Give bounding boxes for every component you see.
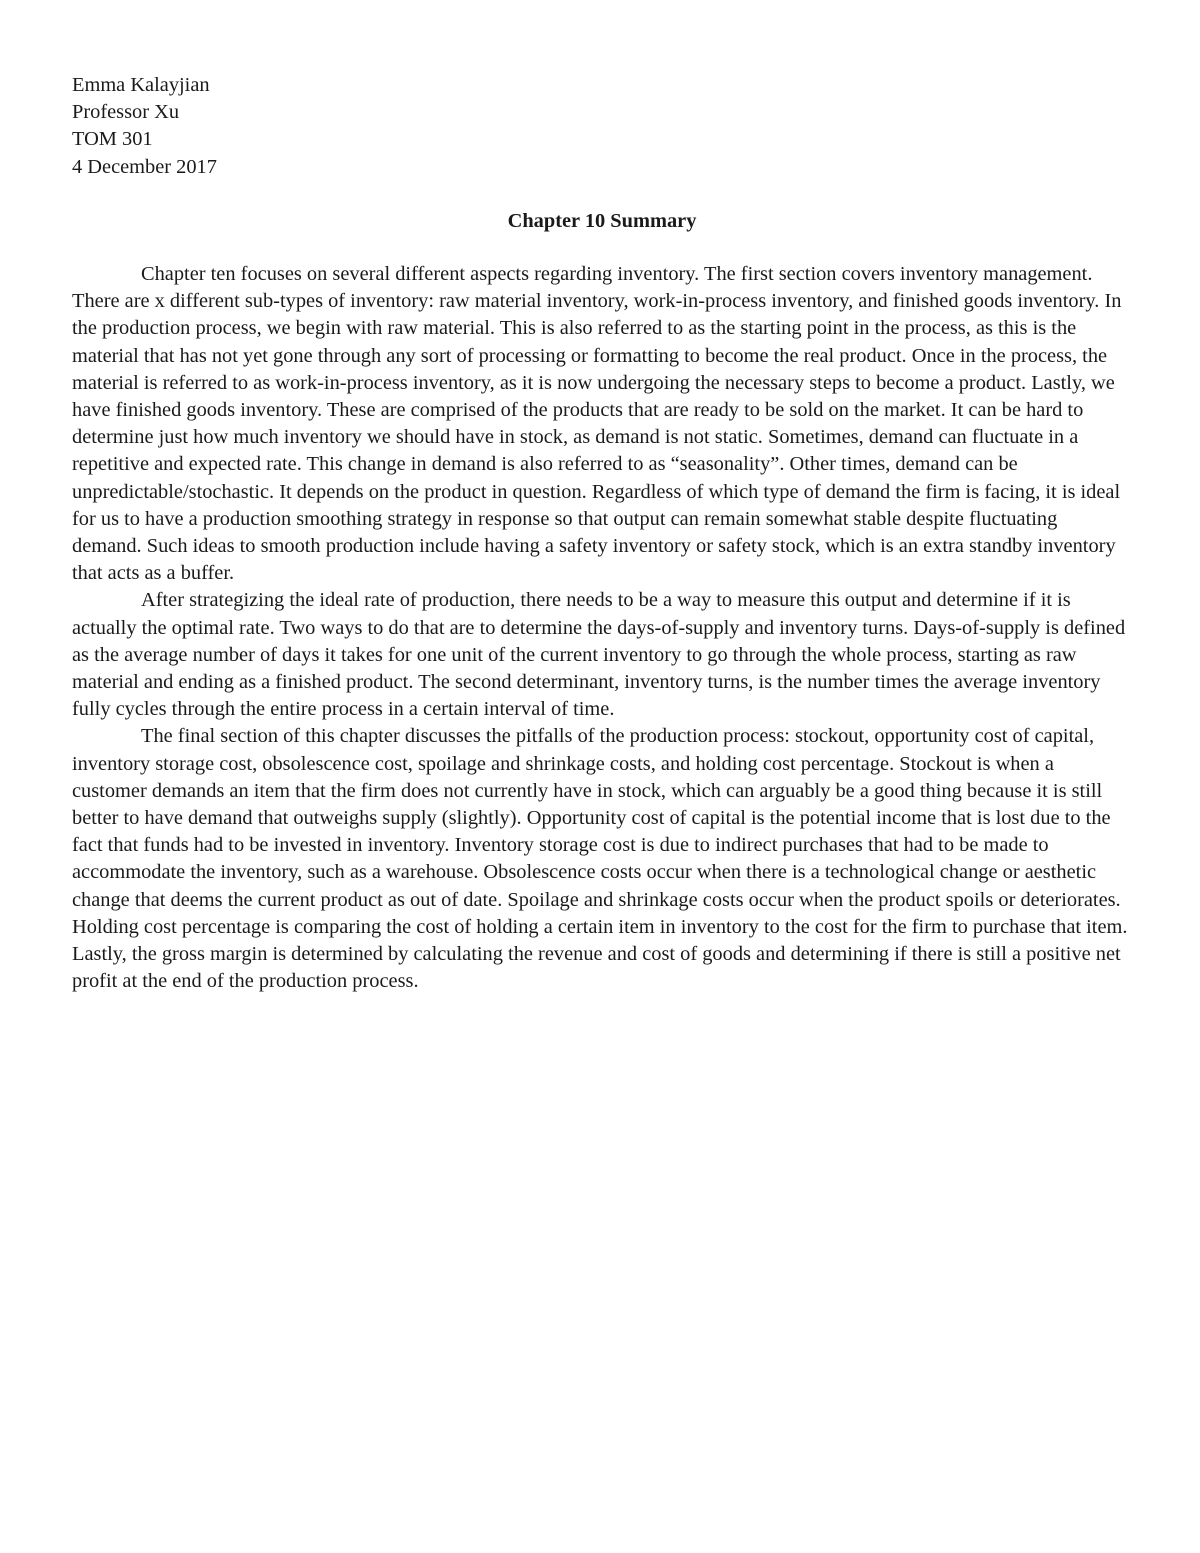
document-date: 4 December 2017 xyxy=(72,155,217,178)
document-title: Chapter 10 Summary xyxy=(507,209,697,232)
paragraph-measuring-output: After strategizing the ideal rate of production, there needs to be a way to measure this output and determine if it is actually the optimal rate. Two ways to do that are to determine the days-of-supply and inventory turns. Days-of-supply is defined as the average number of days it takes for one unit of the current inventory to go through the whole process, starting as raw material and ending as a finished product. The second determinant, inventory turns, is the number times the average inventory fully cycles through the entire process in a certain interval of time. xyxy=(72,589,1126,721)
paragraph-pitfalls: The final section of this chapter discusses the pitfalls of the production process: stockout, opportunity cost of capital, inventory storage cost, obsolescence cost, spoilage and shrinkage costs, and holding cost percentage. Stockout is when a customer demands an item that the firm does not currently have in stock, which can arguably be a good thing because it is still better to have demand that outweighs supply (slightly). Opportunity cost of capital is the potential income that is lost due to the fact that funds had to be invested in inventory. Inventory storage cost is due to indirect purchases that had to be made to accommodate the inventory, such as a warehouse. Obsolescence costs occur when there is a technological change or aesthetic change that deems the current product as out of date. Spoilage and shrinkage costs occur when the product spoils or deteriorates. Holding cost percentage is comparing the cost of holding a certain item in inventory to the cost for the firm to purchase that item. Lastly, the gross margin is determined by calculating the revenue and cost of goods and determining if there is still a positive net profit at the end of the production process. xyxy=(72,725,1128,993)
author-name: Emma Kalayjian xyxy=(72,74,210,96)
course-name: TOM 301 xyxy=(72,128,153,151)
paragraph-inventory-types: Chapter ten focuses on several different aspects regarding inventory. The first section covers inventory management. There are x different sub-types of inventory: raw material inventory, work-in-process inventory, and finished goods inventory. In the production process, we begin with raw material. This is also referred to as the starting point in the process, as this is the material that has not yet gone through any sort of processing or formatting to become the real product. Once in the process, the material is referred to as work-in-process inventory, as it is now undergoing the necessary steps to become a product. Lastly, we have finished goods inventory. These are comprised of the products that are ready to be sold on the market. It can be hard to determine just how much inventory we should have in stock, as demand is not static. Sometimes, demand can fluctuate in a repetitive and expected rate. This change in demand is also referred to as “seasonality”. Other times, demand can be unpredictable/stochastic. It depends on the product in question. Regardless of which type of demand the firm is facing, it is ideal for us to have a production smoothing strategy in response so that output can remain somewhat stable despite fluctuating demand. Such ideas to smooth production include having a safety inventory or safety stock, which is an extra standby inventory that acts as a buffer. xyxy=(72,263,1122,585)
document-body xyxy=(72,72,1132,996)
professor-name: Professor Xu xyxy=(72,101,180,124)
heading-block xyxy=(72,72,1132,181)
